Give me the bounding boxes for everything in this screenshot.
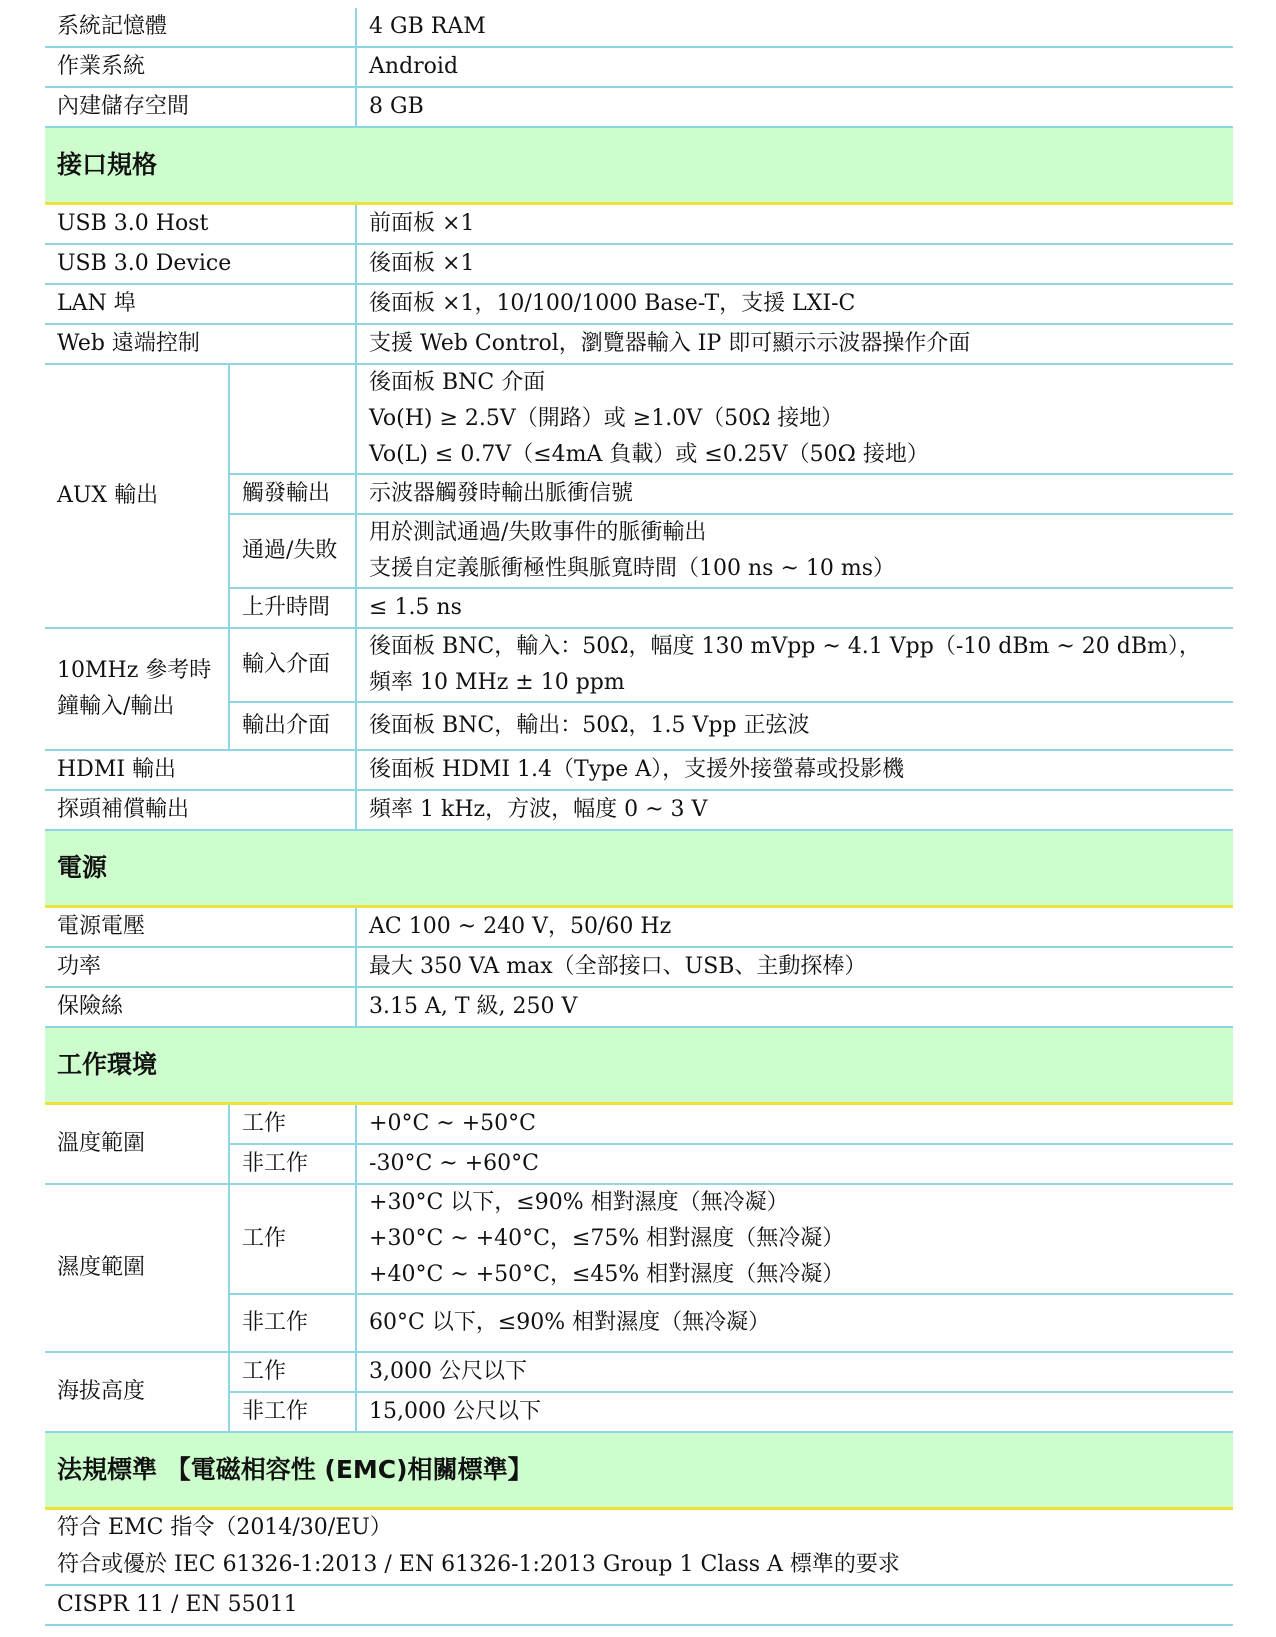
ref-clock-label-line: 鐘輸入/輸出 [57, 694, 175, 719]
spec-label: 功率 [45, 947, 356, 987]
humidity-label: 濕度範圍 [45, 1184, 229, 1352]
humidity-op-value [356, 1184, 1233, 1294]
humidity-op-line: +40°C ~ +50°C，≤45% 相對濕度（無冷凝） [369, 1262, 845, 1287]
altitude-nonop-label: 非工作 [229, 1392, 356, 1432]
spec-row [45, 790, 1233, 830]
spec-row [45, 47, 1233, 87]
aux-passfail-label: 通過/失敗 [229, 514, 356, 588]
spec-label: USB 3.0 Host [45, 204, 356, 245]
aux-passfail-value [356, 514, 1233, 588]
spec-value: 最大 350 VA max（全部接口、USB、主動探棒） [356, 947, 1233, 987]
spec-value: Android [356, 47, 1233, 87]
humidity-op-label: 工作 [229, 1184, 356, 1294]
section-title: 接口規格 [45, 127, 1233, 204]
spec-row [45, 87, 1233, 127]
spec-table [45, 8, 1233, 1626]
aux-general-line: Vo(H) ≥ 2.5V（開路）或 ≥1.0V（50Ω 接地） [369, 406, 844, 431]
spec-row [45, 947, 1233, 987]
spec-value: AC 100 ~ 240 V，50/60 Hz [356, 907, 1233, 948]
spec-label: 探頭補償輸出 [45, 790, 356, 830]
spec-label: LAN 埠 [45, 284, 356, 324]
ref-output-label: 輸出介面 [229, 702, 356, 750]
humidity-op-line: +30°C ~ +40°C，≤75% 相對濕度（無冷凝） [369, 1226, 845, 1251]
aux-rise-label: 上升時間 [229, 588, 356, 628]
temperature-op-label: 工作 [229, 1104, 356, 1145]
spec-value: 後面板 HDMI 1.4（Type A），支援外接螢幕或投影機 [356, 750, 1233, 790]
regulation-line: CISPR 11 / EN 55011 [45, 1585, 1233, 1625]
aux-passfail-line: 用於測試通過/失敗事件的脈衝輸出 [369, 520, 707, 545]
spec-label: HDMI 輸出 [45, 750, 356, 790]
spec-row [45, 284, 1233, 324]
spec-row [45, 750, 1233, 790]
aux-label: AUX 輸出 [45, 364, 229, 628]
spec-value: 前面板 ×1 [356, 204, 1233, 245]
spec-label: Web 遠端控制 [45, 324, 356, 364]
humidity-nonop-label: 非工作 [229, 1294, 356, 1352]
ref-input-line: 後面板 BNC，輸入：50Ω，幅度 130 mVpp ~ 4.1 Vpp（-10 dBm ~ 20 dBm）， [369, 634, 1201, 659]
temperature-nonop-value: -30°C ~ +60°C [356, 1144, 1233, 1184]
ref-input-label: 輸入介面 [229, 628, 356, 702]
spec-value: 3.15 A, T 級, 250 V [356, 987, 1233, 1027]
spec-row [45, 364, 1233, 474]
section-header-regulation [45, 1432, 1233, 1509]
ref-clock-label [45, 628, 229, 750]
temperature-nonop-label: 非工作 [229, 1144, 356, 1184]
spec-label: 內建儲存空間 [45, 87, 356, 127]
spec-row [45, 244, 1233, 284]
aux-general-line: 後面板 BNC 介面 [369, 370, 546, 395]
ref-input-value [356, 628, 1233, 702]
aux-general-value [356, 364, 1233, 474]
spec-label: USB 3.0 Device [45, 244, 356, 284]
ref-output-value: 後面板 BNC，輸出：50Ω，1.5 Vpp 正弦波 [356, 702, 1233, 750]
spec-row [45, 907, 1233, 948]
altitude-nonop-value: 15,000 公尺以下 [356, 1392, 1233, 1432]
section-title: 工作環境 [45, 1027, 1233, 1104]
aux-rise-value: ≤ 1.5 ns [356, 588, 1233, 628]
section-title: 法規標準 【電磁相容性 (EMC)相關標準】 [45, 1432, 1233, 1509]
spec-value: 後面板 ×1，10/100/1000 Base-T，支援 LXI-C [356, 284, 1233, 324]
spec-row [45, 1104, 1233, 1145]
altitude-op-label: 工作 [229, 1352, 356, 1392]
ref-input-line: 頻率 10 MHz ± 10 ppm [369, 670, 625, 695]
aux-trigger-value: 示波器觸發時輸出脈衝信號 [356, 474, 1233, 514]
spec-label: 電源電壓 [45, 907, 356, 948]
spec-value: 後面板 ×1 [356, 244, 1233, 284]
regulation-line: 符合或優於 IEC 61326-1:2013 / EN 61326-1:2013 Group 1 Class A 標準的要求 [45, 1546, 1233, 1585]
spec-label: 系統記憶體 [45, 8, 356, 47]
temperature-op-value: +0°C ~ +50°C [356, 1104, 1233, 1145]
section-header-environment [45, 1027, 1233, 1104]
altitude-label: 海拔高度 [45, 1352, 229, 1432]
spec-row [45, 628, 1233, 702]
spec-label: 保險絲 [45, 987, 356, 1027]
spec-value: 8 GB [356, 87, 1233, 127]
spec-value: 4 GB RAM [356, 8, 1233, 47]
spec-row [45, 987, 1233, 1027]
aux-general-sub [229, 364, 356, 474]
spec-row [45, 1585, 1233, 1625]
spec-row [45, 8, 1233, 47]
humidity-nonop-value: 60°C 以下，≤90% 相對濕度（無冷凝） [356, 1294, 1233, 1352]
humidity-op-line: +30°C 以下，≤90% 相對濕度（無冷凝） [369, 1190, 789, 1215]
spec-row [45, 1509, 1233, 1547]
spec-value: 支援 Web Control，瀏覽器輸入 IP 即可顯示示波器操作介面 [356, 324, 1233, 364]
spec-value: 頻率 1 kHz，方波，幅度 0 ~ 3 V [356, 790, 1233, 830]
section-header-interface [45, 127, 1233, 204]
spec-row [45, 1352, 1233, 1392]
aux-trigger-label: 觸發輸出 [229, 474, 356, 514]
section-header-power [45, 830, 1233, 907]
spec-label: 作業系統 [45, 47, 356, 87]
spec-row [45, 1184, 1233, 1294]
aux-passfail-line: 支援自定義脈衝極性與脈寬時間（100 ns ~ 10 ms） [369, 556, 896, 581]
spec-row [45, 204, 1233, 245]
aux-general-line: Vo(L) ≤ 0.7V（≤4mA 負載）或 ≤0.25V（50Ω 接地） [369, 442, 929, 467]
regulation-line: 符合 EMC 指令（2014/30/EU） [57, 1515, 392, 1540]
temperature-label: 溫度範圍 [45, 1104, 229, 1185]
ref-clock-label-line: 10MHz 參考時 [57, 658, 212, 683]
spec-row [45, 1546, 1233, 1585]
spec-row [45, 324, 1233, 364]
section-title: 電源 [45, 830, 1233, 907]
altitude-op-value: 3,000 公尺以下 [356, 1352, 1233, 1392]
